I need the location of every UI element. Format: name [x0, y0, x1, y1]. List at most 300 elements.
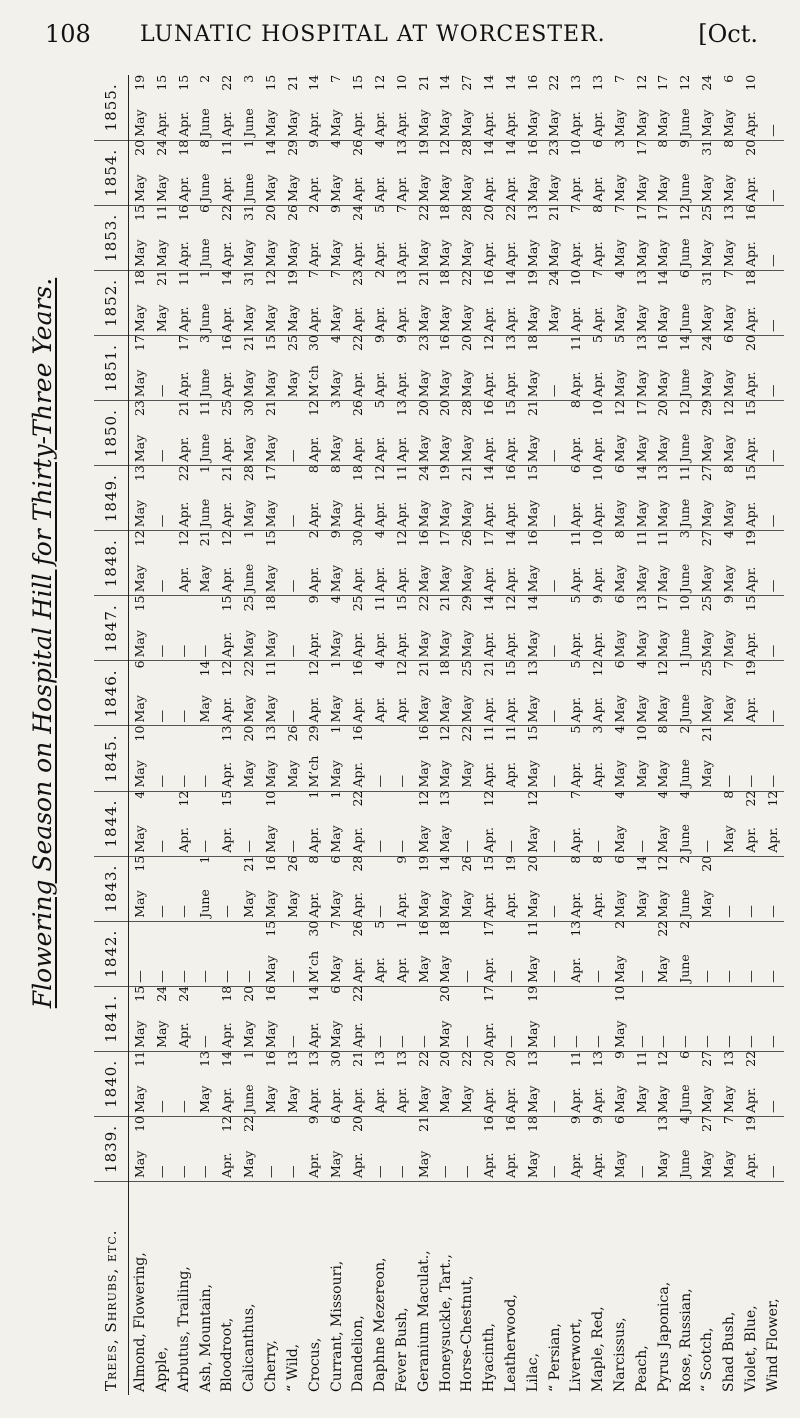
date-day: 2 [611, 921, 627, 929]
date-month: Apr. [480, 566, 496, 593]
flowering-date-cell [609, 661, 631, 726]
date-month: Apr. [306, 436, 322, 463]
date-month: May [459, 174, 475, 202]
date-day: 26 [459, 856, 475, 872]
date-month: June [677, 368, 693, 398]
date-month: May [720, 174, 736, 202]
date-day: 4 [328, 335, 344, 344]
date-month: May [131, 1020, 147, 1048]
date-month: — [633, 970, 649, 983]
date-month: May [241, 239, 256, 267]
date-month: June [677, 693, 693, 723]
date-day: 8 [197, 140, 213, 148]
flowering-date-cell [435, 856, 457, 921]
date-month: — [284, 449, 300, 463]
date-month: May [459, 695, 475, 723]
flowering-date-cell [566, 921, 588, 986]
date-day: 21 [699, 725, 715, 742]
flowering-date-cell [173, 986, 195, 1051]
flowering-date-cell [413, 661, 435, 726]
flowering-date-cell [609, 140, 631, 205]
date-month: — [284, 514, 300, 528]
flowering-date-cell [195, 1051, 217, 1116]
flowering-date-cell [282, 596, 304, 661]
flowering-date-cell [696, 1116, 718, 1181]
date-month: Apr. [306, 1022, 322, 1048]
flowering-date-cell [217, 205, 239, 270]
flowering-date-cell [696, 205, 718, 270]
flowering-date-cell [718, 75, 740, 140]
date-month: May [524, 239, 540, 267]
date-day: 21 [219, 465, 235, 482]
date-month: May [655, 239, 671, 267]
date-month: June [197, 889, 213, 918]
date-month: May [633, 630, 649, 658]
flowering-date-cell [369, 1051, 391, 1116]
date-month: June [677, 433, 693, 463]
date-month: May [699, 630, 715, 658]
flowering-date-cell [151, 205, 173, 270]
date-month: — [153, 1165, 169, 1178]
flowering-date-cell [260, 986, 282, 1051]
date-day: 15 [262, 921, 278, 937]
flowering-date-cell [631, 921, 653, 986]
flowering-date-cell [347, 205, 369, 270]
flowering-date-cell [195, 791, 217, 856]
date-month: Apr. [742, 176, 758, 202]
date-day: 4 [611, 725, 627, 734]
date-month: May [328, 825, 344, 853]
date-month: May [415, 434, 431, 463]
flowering-date-cell [566, 75, 588, 140]
flowering-date-cell [435, 791, 457, 856]
date-month: May [284, 304, 300, 332]
date-month: Apr. [480, 1022, 496, 1048]
date-month: — [546, 449, 562, 463]
date-month: May [720, 1085, 736, 1113]
flowering-date-cell [456, 986, 478, 1051]
flowering-date-cell [653, 791, 675, 856]
date-month: May [720, 499, 736, 528]
flowering-date-cell [740, 335, 762, 400]
date-day: 12 [219, 530, 235, 547]
date-month: — [371, 905, 387, 918]
flowering-date-cell [587, 726, 609, 791]
date-day: 15 [502, 400, 518, 417]
date-day: 15 [742, 595, 758, 612]
date-month: — [393, 1035, 409, 1048]
flowering-date-cell [282, 335, 304, 400]
flowering-date-cell [609, 596, 631, 661]
date-day: 22 [350, 986, 366, 1002]
flowering-date-cell [282, 270, 304, 335]
date-month: Apr. [393, 436, 409, 463]
flowering-date-cell [740, 1051, 762, 1116]
flowering-date-cell [544, 726, 566, 791]
flowering-date-cell [566, 401, 588, 466]
flowering-date-cell [238, 466, 260, 531]
flowering-date-cell [566, 791, 588, 856]
flowering-date-cell [675, 531, 697, 596]
date-day: 8 [655, 140, 671, 148]
flowering-date-cell [369, 205, 391, 270]
date-month: M’ch [306, 365, 322, 398]
date-day: 18 [437, 205, 453, 221]
date-month: Apr. [371, 1087, 387, 1113]
date-month: May [415, 239, 431, 267]
flowering-date-cell [129, 596, 152, 661]
flowering-date-cell [435, 270, 457, 335]
date-day: 8 [720, 465, 736, 474]
date-day: 16 [524, 140, 540, 156]
date-day: 16 [480, 1116, 496, 1132]
date-month: May [720, 109, 736, 137]
flowering-date-cell [347, 596, 369, 661]
flowering-date-cell [456, 596, 478, 661]
plant-name: “ Wild, [284, 1343, 301, 1392]
year-column-header: 1851. [94, 335, 129, 400]
date-month: Apr. [371, 631, 387, 658]
flowering-date-cell [347, 1116, 369, 1181]
date-month: May [633, 109, 649, 137]
flowering-date-cell [304, 986, 326, 1051]
date-day: 26 [284, 856, 300, 872]
flowering-date-cell [326, 466, 348, 531]
date-month: May [699, 304, 715, 332]
date-month: May [131, 369, 147, 398]
date-day: 14 [262, 140, 278, 156]
date-month: May [262, 304, 278, 332]
date-day: 9 [568, 1116, 584, 1124]
date-day: 21 [262, 400, 278, 417]
date-month: May [524, 499, 540, 528]
date-day: 12 [764, 791, 780, 807]
date-day: 17 [175, 335, 191, 351]
flowering-date-cell [522, 1116, 544, 1181]
flowering-date-cell [435, 466, 457, 531]
date-day: 1 [393, 921, 409, 929]
plant-name: Daphne Mezereon, [372, 1257, 389, 1392]
date-day: 16 [524, 530, 540, 547]
flowering-table-wrapper [94, 75, 784, 1395]
date-month: May [241, 630, 256, 658]
date-month: May [437, 369, 453, 398]
date-month: May [633, 1085, 649, 1113]
flowering-date-cell [282, 791, 304, 856]
date-month: Apr. [175, 501, 191, 528]
date-month: May [415, 174, 431, 202]
flowering-date-cell [522, 466, 544, 531]
date-day: 1 [197, 465, 213, 474]
flowering-date-cell [129, 1116, 152, 1181]
date-month: May [459, 434, 475, 463]
table-row [675, 75, 697, 1395]
date-day: 28 [459, 400, 475, 417]
date-month: — [764, 644, 780, 658]
date-day: 6 [611, 595, 627, 604]
date-day: 18 [262, 595, 278, 612]
date-month: June [241, 108, 256, 137]
date-month: May [262, 1085, 278, 1113]
date-month: May [611, 369, 627, 398]
date-day: 22 [241, 660, 256, 677]
date-month: May [655, 695, 671, 723]
table-row [391, 75, 413, 1395]
flowering-date-cell [282, 401, 304, 466]
date-month: — [742, 970, 758, 983]
flowering-date-cell [522, 270, 544, 335]
date-month: — [546, 1035, 562, 1048]
date-month: — [546, 1165, 562, 1178]
date-month: May [437, 174, 453, 202]
flowering-date-cell [435, 986, 457, 1051]
date-day: 5 [371, 205, 387, 213]
flowering-date-cell [587, 1116, 609, 1181]
flowering-date-cell [304, 205, 326, 270]
date-day: 11 [153, 205, 169, 221]
flowering-date-cell [762, 335, 784, 400]
flowering-date-cell [478, 921, 500, 986]
flowering-date-cell [151, 531, 173, 596]
date-day: 7 [568, 205, 584, 213]
date-month: May [262, 239, 278, 267]
flowering-date-cell [500, 596, 522, 661]
date-month: May [655, 1150, 671, 1178]
date-day: 24 [153, 140, 169, 156]
date-month: May [131, 890, 147, 918]
date-month: May [437, 564, 453, 593]
date-day: 17 [437, 530, 453, 547]
date-day: 8 [611, 530, 627, 539]
date-month: Apr. [590, 566, 605, 593]
flowering-date-cell [587, 791, 609, 856]
date-day: 17 [131, 335, 147, 351]
flowering-date-cell [260, 791, 282, 856]
flowering-date-cell [500, 726, 522, 791]
flowering-date-cell [522, 596, 544, 661]
flowering-date-cell [173, 270, 195, 335]
flowering-date-cell [326, 791, 348, 856]
date-day: 20 [742, 335, 758, 351]
flowering-date-cell [173, 596, 195, 661]
date-month: May [328, 1020, 344, 1048]
flowering-date-cell [151, 596, 173, 661]
date-month: May [633, 174, 649, 202]
flowering-date-cell [609, 921, 631, 986]
date-day: 11 [131, 1051, 147, 1067]
date-month: May [241, 499, 256, 528]
date-day: 22 [655, 921, 671, 937]
flowering-date-cell [740, 856, 762, 921]
date-day: 12 [371, 465, 387, 482]
plant-name: Rose, Russian, [677, 1288, 694, 1392]
flowering-date-cell [544, 986, 566, 1051]
flowering-date-cell [762, 921, 784, 986]
date-day: 11 [175, 270, 191, 286]
date-month: May [131, 304, 147, 332]
date-day: 6 [611, 856, 627, 864]
date-month: May [197, 1085, 213, 1113]
year-column-header: 1852. [94, 270, 129, 335]
date-month: Apr. [590, 241, 605, 267]
date-day: 20 [655, 400, 671, 417]
date-month: May [262, 499, 278, 528]
date-month: — [677, 1035, 693, 1048]
date-day: 26 [350, 400, 366, 417]
flowering-date-cell [522, 921, 544, 986]
table-row [260, 75, 282, 1395]
date-month: May [131, 825, 147, 853]
date-month: Apr. [306, 241, 322, 267]
date-day: 13 [393, 270, 409, 286]
date-day: 10 [590, 530, 605, 547]
date-day: 2 [306, 530, 322, 539]
plant-name: “ Scotch, [699, 1327, 716, 1392]
flowering-date-cell [413, 791, 435, 856]
year-column-header: 1847. [94, 596, 129, 661]
flowering-date-cell [696, 791, 718, 856]
date-day: 12 [633, 75, 649, 91]
date-month: — [175, 644, 191, 658]
flowering-date-cell [282, 921, 304, 986]
date-day: 29 [306, 725, 322, 742]
date-month: — [153, 970, 169, 983]
date-day: 6 [677, 1051, 693, 1059]
date-day: 14 [306, 75, 322, 91]
flowering-date-cell [762, 75, 784, 140]
date-day: 20 [131, 140, 147, 156]
date-day: 1 [241, 530, 256, 539]
date-month: May [633, 434, 649, 463]
date-month: Apr. [219, 696, 235, 723]
date-month: — [720, 775, 736, 788]
date-day: 14 [480, 140, 496, 156]
date-month: Apr. [502, 1152, 518, 1178]
date-day: 9 [590, 1116, 605, 1124]
flowering-date-cell [173, 1116, 195, 1181]
date-month: — [241, 970, 256, 983]
date-month: Apr. [742, 371, 758, 398]
date-month: May [699, 890, 715, 918]
date-day: 10 [590, 465, 605, 482]
date-month: June [677, 563, 693, 593]
date-day: 14 [633, 465, 649, 482]
date-month: Apr. [371, 501, 387, 528]
date-month: — [764, 1165, 780, 1178]
flowering-date-cell [762, 791, 784, 856]
date-month: — [764, 514, 780, 528]
date-day: 25 [699, 205, 715, 221]
date-month: May [415, 499, 431, 528]
flowering-date-cell [587, 531, 609, 596]
date-month: May [611, 239, 627, 267]
date-month: Apr. [371, 176, 387, 202]
flowering-date-cell [391, 661, 413, 726]
flowering-date-cell [326, 986, 348, 1051]
flowering-date-cell [740, 75, 762, 140]
date-day: 12 [655, 1051, 671, 1067]
date-day: 30 [350, 530, 366, 547]
flowering-date-cell [217, 75, 239, 140]
date-month: — [459, 1035, 475, 1048]
flowering-date-cell [631, 205, 653, 270]
date-month: Apr. [306, 566, 322, 593]
flowering-date-cell [653, 1116, 675, 1181]
flowering-date-cell [304, 726, 326, 791]
flowering-date-cell [151, 986, 173, 1051]
date-day: 21 [459, 465, 475, 482]
date-day: 22 [219, 75, 235, 91]
date-month: Apr. [568, 176, 584, 202]
flowering-date-cell [740, 1116, 762, 1181]
flowering-date-cell [456, 856, 478, 921]
date-month: Apr. [590, 1152, 605, 1178]
date-month: May [241, 434, 256, 463]
flowering-date-cell [609, 401, 631, 466]
date-day: 13 [371, 1051, 387, 1067]
date-day: 21 [437, 595, 453, 612]
date-month: Apr. [219, 1087, 235, 1113]
date-month: — [764, 579, 780, 593]
date-day: 9 [306, 595, 322, 604]
date-month: May [655, 630, 671, 658]
date-month: — [284, 709, 300, 723]
flowering-date-cell [217, 921, 239, 986]
date-month: May [633, 239, 649, 267]
flowering-date-cell [653, 531, 675, 596]
flowering-date-cell [522, 531, 544, 596]
date-day: 24 [546, 270, 562, 286]
date-day: 11 [262, 660, 278, 677]
date-month: May [655, 825, 671, 853]
date-day: 3 [197, 335, 213, 344]
flowering-date-cell [653, 270, 675, 335]
table-row [653, 75, 675, 1395]
date-month: June [197, 368, 213, 398]
flowering-date-cell [456, 466, 478, 531]
date-month: Apr. [480, 1087, 496, 1113]
date-day: 14 [480, 595, 496, 612]
date-day: 13 [524, 1051, 540, 1067]
date-day: 13 [655, 1116, 671, 1132]
flowering-date-cell [238, 205, 260, 270]
date-month: May [611, 825, 627, 853]
plant-name: Hyacinth, [481, 1323, 498, 1392]
flowering-date-cell [587, 466, 609, 531]
date-month: June [197, 238, 213, 267]
flowering-date-cell [217, 661, 239, 726]
date-month: — [764, 449, 780, 463]
flowering-date-cell [435, 75, 457, 140]
flowering-date-cell [566, 1051, 588, 1116]
plant-name: “ Persian, [546, 1323, 563, 1392]
flowering-date-cell [587, 205, 609, 270]
flowering-date-cell [326, 1051, 348, 1116]
date-day: 13 [720, 1051, 736, 1067]
year-column-header: 1843. [94, 856, 129, 921]
date-month: May [241, 1020, 256, 1048]
date-day: 6 [197, 205, 213, 213]
flowering-date-cell [587, 986, 609, 1051]
flowering-date-cell [762, 596, 784, 661]
flowering-date-cell [478, 75, 500, 140]
date-month: May [197, 564, 213, 593]
flowering-date-cell [391, 1116, 413, 1181]
flowering-date-cell [762, 986, 784, 1051]
date-month: May [328, 239, 344, 267]
date-month: Apr. [306, 176, 322, 202]
date-day: 10 [393, 75, 409, 91]
